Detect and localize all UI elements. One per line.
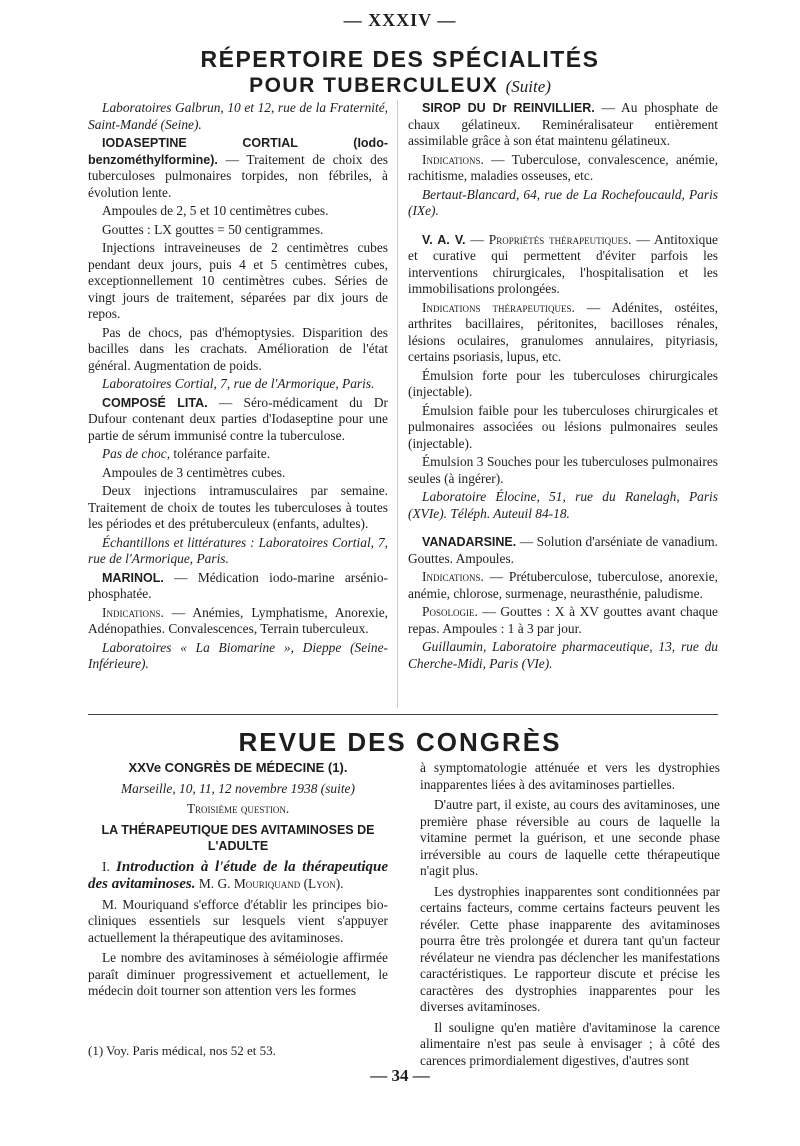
small-caps-label: Indications. (102, 604, 164, 620)
paragraph: Le nombre des avitaminoses à séméiologie affirmée paraît diminuer progressivement et actuellement, le médecin doit tourner son attention vers les formes (88, 950, 388, 998)
vav-desc: — Antitoxique et curative qui permettent d'éviter parfois les interventions chirurgicales, l'hospitalisation et les immobilisations prolongées. (408, 231, 718, 296)
paragraph: Ampoules de 2, 5 et 10 centimètres cubes. (102, 203, 329, 218)
marinol-name: MARINOL. (102, 570, 164, 585)
bertaut-address: Bertaut-Blancard, 64, rue de La Rochefoucauld, Paris (IXe). (408, 186, 718, 218)
small-caps-label: Indications. (422, 151, 484, 167)
section-divider (88, 714, 718, 715)
vav-entry (408, 232, 718, 298)
paragraph: Émulsion forte pour les tuberculoses chirurgicales (injectable). (408, 367, 718, 399)
question-label: Troisième question. (186, 801, 290, 816)
intro-heading (88, 859, 388, 893)
text: — Tuberculose, convalescence, anémie, rachitisme, maladies osseuses, etc. (408, 151, 718, 183)
right-column (408, 100, 718, 674)
iodaseptine-desc: — Traitement de choix des tuberculoses pulmonaires torpides, non fébriles, à évolution lente. (88, 151, 388, 200)
paragraph: Les dystrophies inapparentes sont conditionnées par certains facteurs, comme certains facteurs peuvent les révéler. Cette phase inapparente des avitaminoses pourra être très prolongée et durera tant qu'un facteur révélateur ne viendra pas déclencher les manifestations caractéristiques. Le rapporteur discute et précise les caractères des dystrophies inapparentes pour les diverses avitaminoses. (420, 883, 720, 1014)
paragraph: D'autre part, il existe, au cours des avitaminoses, une première phase réversible au cours de laquelle la vitamine permet la guérison, et une seconde phase irréversible au cours de laquelle cette thérapeutique n'agit plus. (420, 797, 720, 878)
paragraph: à symptomatologie atténuée et vers les dystrophies inapparentes liées à des avitaminoses partielles. (420, 760, 720, 792)
iodaseptine-name: IODASEPTINE CORTIAL (Iodo-benzométhylformine). (88, 136, 388, 167)
text: — Anémies, Lymphatisme, Anorexie, Adénopathies. Convalescences, Terrain tuberculeux. (88, 604, 388, 636)
page-number-top: — XXXIV — (343, 10, 457, 30)
topic-heading: LA THÉRAPEUTIQUE DES AVITAMINOSES DE L'ADULTE (101, 822, 375, 853)
text: — Adénites, ostéites, arthrites bacillaires, péritonites, bacilloses rénales, lésions oculaires, granulomes annulaires, pityriasis, certains psoriasis, lupus, etc. (408, 299, 718, 364)
intro-author: M. G. Mouriquand (Lyon). (195, 875, 344, 891)
marinol-desc: — Médication iodo-marine arsénio-phosphatée. (88, 569, 388, 601)
sirop-name: SIROP DU Dr REINVILLIER. (422, 101, 595, 115)
cortial-address: Laboratoires Cortial, 7, rue de l'Armorique, Paris. (102, 376, 375, 391)
paragraph: Il souligne qu'en matière d'avitaminose la carence alimentaire n'est pas seule à envisager ; à côté des carences primordialement digestives, d'autres sont (420, 1019, 720, 1068)
text: tolérance parfaite. (170, 446, 271, 461)
paragraph: Injections intraveineuses de 2 centimètres cubes pendant deux jours, puis 4 et 5 centimètres cubes, exceptionnellement 10 centimètres cubes. Séries de vingt jours de traitement, séparées par dix jours de repos. (88, 240, 388, 321)
repertoire-subtitle (0, 74, 800, 98)
vanadarsine-entry (408, 534, 718, 567)
paragraph: Émulsion faible pour les tuberculoses chirurgicales et pulmonaires associées ou lésions pulmonaires seules (injectable). (408, 402, 718, 451)
paragraph: Deux injections intramusculaires par semaine. Traitement de choix de toutes les tuberculoses à toutes les périodes et des prétuberculeux (enfants, adultes). (88, 483, 388, 531)
text: — Gouttes : X à XV gouttes avant chaque repas. Ampoules : 1 à 3 par jour. (408, 604, 718, 636)
small-caps-label: Indications thérapeutiques. (422, 299, 575, 315)
subtitle-suite: (Suite) (505, 77, 551, 96)
vanadarsine-name: VANADARSINE. (422, 535, 517, 549)
column-divider (397, 100, 398, 708)
paragraph (408, 569, 718, 602)
vanadarsine-desc: — Solution d'arséniate de vanadium. Gouttes. Ampoules. (408, 534, 718, 566)
text: — Prétuberculose, tuberculose, anorexie, anémie, chlorose, surmenage, neurasthénie, paludisme. (408, 569, 718, 601)
sirop-entry (408, 100, 718, 150)
paragraph: Gouttes : LX gouttes = 50 centigrammes. (102, 221, 324, 237)
guillaumin-address: Guillaumin, Laboratoire pharmaceutique, 13, rue du Cherche-Midi, Paris (VIe). (408, 639, 718, 671)
biomarine-address: Laboratoires « La Biomarine », Dieppe (Seine-Inférieure). (88, 639, 388, 671)
repertoire-title: RÉPERTOIRE DES SPÉCIALITÉS (200, 46, 600, 72)
intro-number: I. (102, 858, 110, 874)
footnote: (1) Voy. Paris médical, nos 52 et 53. (88, 1043, 276, 1058)
paragraph: M. Mouriquand s'efforce d'établir les principes bio-cliniques essentiels sur lesquels vient s'appuyer actuellement la thérapeutique des avitaminoses. (88, 896, 388, 945)
lita-entry (88, 395, 388, 445)
vav-name: V. A. V. (422, 232, 466, 247)
paragraph (408, 152, 718, 185)
congres-left-column (88, 760, 388, 1004)
paragraph (408, 300, 718, 366)
lita-desc: — Séro-médicament du Dr Dufour contenant deux parties d'Iodaseptine pour une partie de sérum immunisé contre la tuberculose. (88, 394, 389, 443)
revue-title: REVUE DES CONGRÈS (238, 727, 562, 757)
paragraph (88, 605, 388, 638)
echantillons-note: Échantillons et littératures : Laboratoires Cortial, 7, rue de l'Armorique, Paris. (88, 534, 388, 566)
paragraph (88, 446, 388, 463)
lita-name: COMPOSÉ LITA. (102, 395, 208, 410)
paragraph: Pas de chocs, pas d'hémoptysies. Disparition des bacilles dans les crachats. Amélioration de l'état général. Augmentation de poids. (88, 324, 388, 373)
small-caps-label: Indications. (422, 569, 484, 584)
page-number-bottom: — 34 — (370, 1066, 430, 1085)
marinol-entry (88, 570, 388, 603)
congres-dates: Marseille, 10, 11, 12 novembre 1938 (suite) (121, 780, 355, 796)
iodaseptine-entry (88, 135, 388, 201)
congres-heading: XXVe CONGRÈS DE MÉDECINE (1). (128, 760, 348, 775)
italic-text: Pas de choc, (102, 446, 171, 461)
paragraph: Ampoules de 3 centimètres cubes. (102, 464, 286, 480)
paragraph: Émulsion 3 Souches pour les tuberculoses pulmonaires seules (à ingérer). (408, 454, 718, 486)
small-caps-label: Posologie. (422, 604, 478, 619)
intro-title: Introduction à l'étude de la thérapeutique des avitaminoses. (88, 858, 388, 892)
galbrun-address: Laboratoires Galbrun, 10 et 12, rue de la Fraternité, Saint-Mandé (Seine). (88, 100, 388, 132)
elocine-address: Laboratoire Élocine, 51, rue du Ranelagh, Paris (XVIe). Téléph. Auteuil 84-18. (408, 489, 718, 521)
sirop-desc: — Au phosphate de chaux gélatineux. Reminéralisateur entièrement assimilable grâce à son état maintenu gélatineux. (408, 100, 718, 148)
left-column (88, 100, 388, 675)
congres-right-column (420, 760, 720, 1073)
subtitle-text: POUR TUBERCULEUX (249, 74, 499, 97)
paragraph (408, 604, 718, 637)
small-caps-label: — Propriétés thérapeutiques. (465, 231, 632, 247)
